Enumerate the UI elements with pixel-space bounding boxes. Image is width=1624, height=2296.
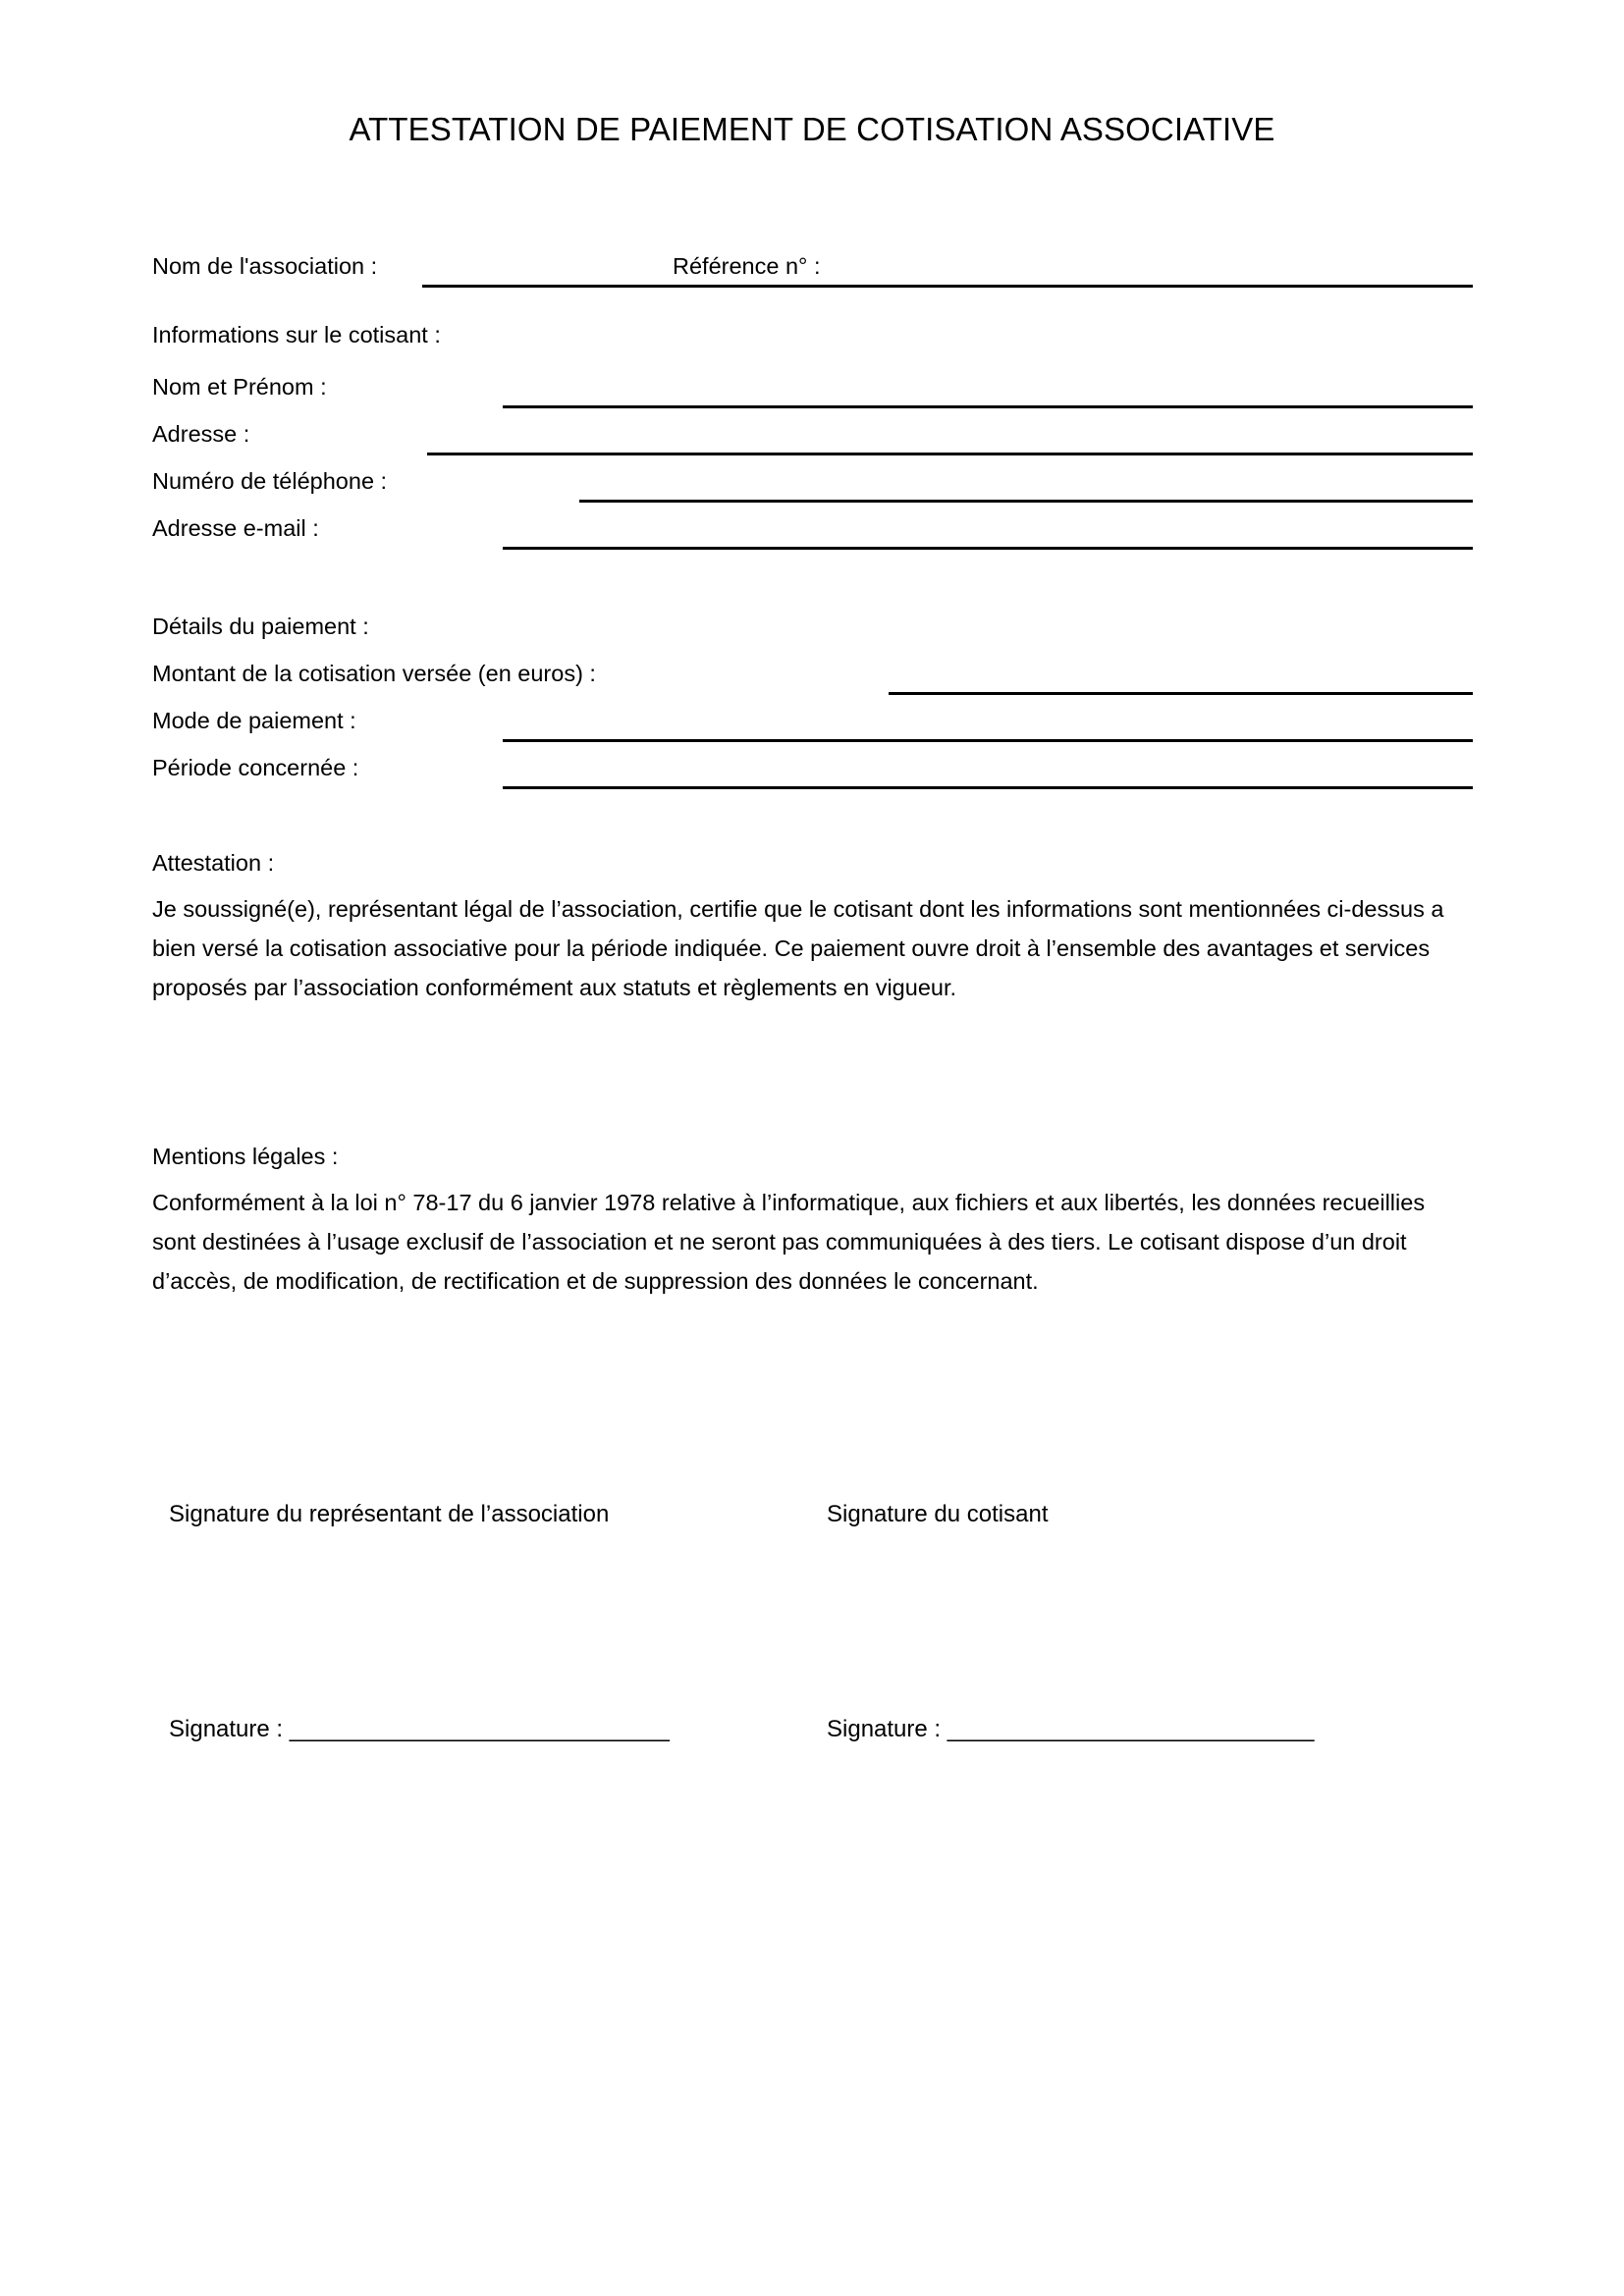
phone-number-input-rule[interactable] bbox=[579, 500, 1473, 503]
field-row-address bbox=[152, 419, 1624, 466]
field-row-payment-method bbox=[152, 706, 1624, 753]
field-row-amount bbox=[152, 659, 1624, 706]
field-row-phone bbox=[152, 466, 1624, 513]
association-reference-row bbox=[152, 251, 1624, 298]
period-label: Période concernée : bbox=[152, 755, 359, 780]
legal-notice-paragraph: Conformément à la loi n° 78-17 du 6 janvier 1978 relative à l’informatique, aux fichiers et aux libertés, les données recueillies sont destinées à l’usage exclusif de l’association et ne seront pas communiquées à des tiers. Le cotisant dispose d’un droit d’accès, de modification, de rectification et de suppression des données le concernant. bbox=[152, 1190, 1426, 1294]
page-title: ATTESTATION DE PAIEMENT DE COTISATION ASSOCIATIVE bbox=[349, 111, 1275, 147]
email-input-rule[interactable] bbox=[503, 547, 1473, 550]
email-label: Adresse e-mail : bbox=[152, 515, 319, 541]
attestation-paragraph: Je soussigné(e), représentant légal de l’association, certifie que le cotisant dont les informations sont mentionnées ci-dessus a bien versé la cotisation associative pour la période indiquée. Ce paiement ouvre droit à l’ensemble des avantages et services proposés par l’association conformément aux statuts et règlements en vigueur. bbox=[152, 896, 1444, 1000]
member-signature-line[interactable]: Signature : ____________________________ bbox=[827, 1716, 1315, 1742]
reference-number-label: Référence n° : bbox=[673, 253, 821, 279]
field-row-email bbox=[152, 513, 1624, 561]
full-name-input-rule[interactable] bbox=[503, 405, 1473, 408]
amount-input-rule[interactable] bbox=[889, 692, 1473, 695]
phone-number-label: Numéro de téléphone : bbox=[152, 468, 388, 494]
attestation-heading: Attestation : bbox=[152, 850, 275, 876]
association-name-label: Nom de l'association : bbox=[152, 253, 378, 279]
amount-label: Montant de la cotisation versée (en euros) : bbox=[152, 661, 596, 686]
member-info-heading: Informations sur le cotisant : bbox=[152, 322, 441, 347]
field-row-period bbox=[152, 753, 1624, 800]
representative-signature-line[interactable]: Signature : _____________________________ bbox=[169, 1716, 670, 1742]
address-label: Adresse : bbox=[152, 421, 250, 447]
association-reference-input-rule[interactable] bbox=[422, 285, 1473, 288]
payment-method-label: Mode de paiement : bbox=[152, 708, 356, 733]
legal-notice-heading: Mentions légales : bbox=[152, 1144, 339, 1169]
payment-details-heading: Détails du paiement : bbox=[152, 614, 369, 639]
member-signature-caption: Signature du cotisant bbox=[827, 1501, 1049, 1527]
address-input-rule[interactable] bbox=[427, 453, 1473, 455]
period-input-rule[interactable] bbox=[503, 786, 1473, 789]
payment-method-input-rule[interactable] bbox=[503, 739, 1473, 742]
field-row-full-name bbox=[152, 372, 1624, 419]
representative-signature-caption: Signature du représentant de l’association bbox=[169, 1501, 610, 1527]
full-name-label: Nom et Prénom : bbox=[152, 374, 327, 400]
